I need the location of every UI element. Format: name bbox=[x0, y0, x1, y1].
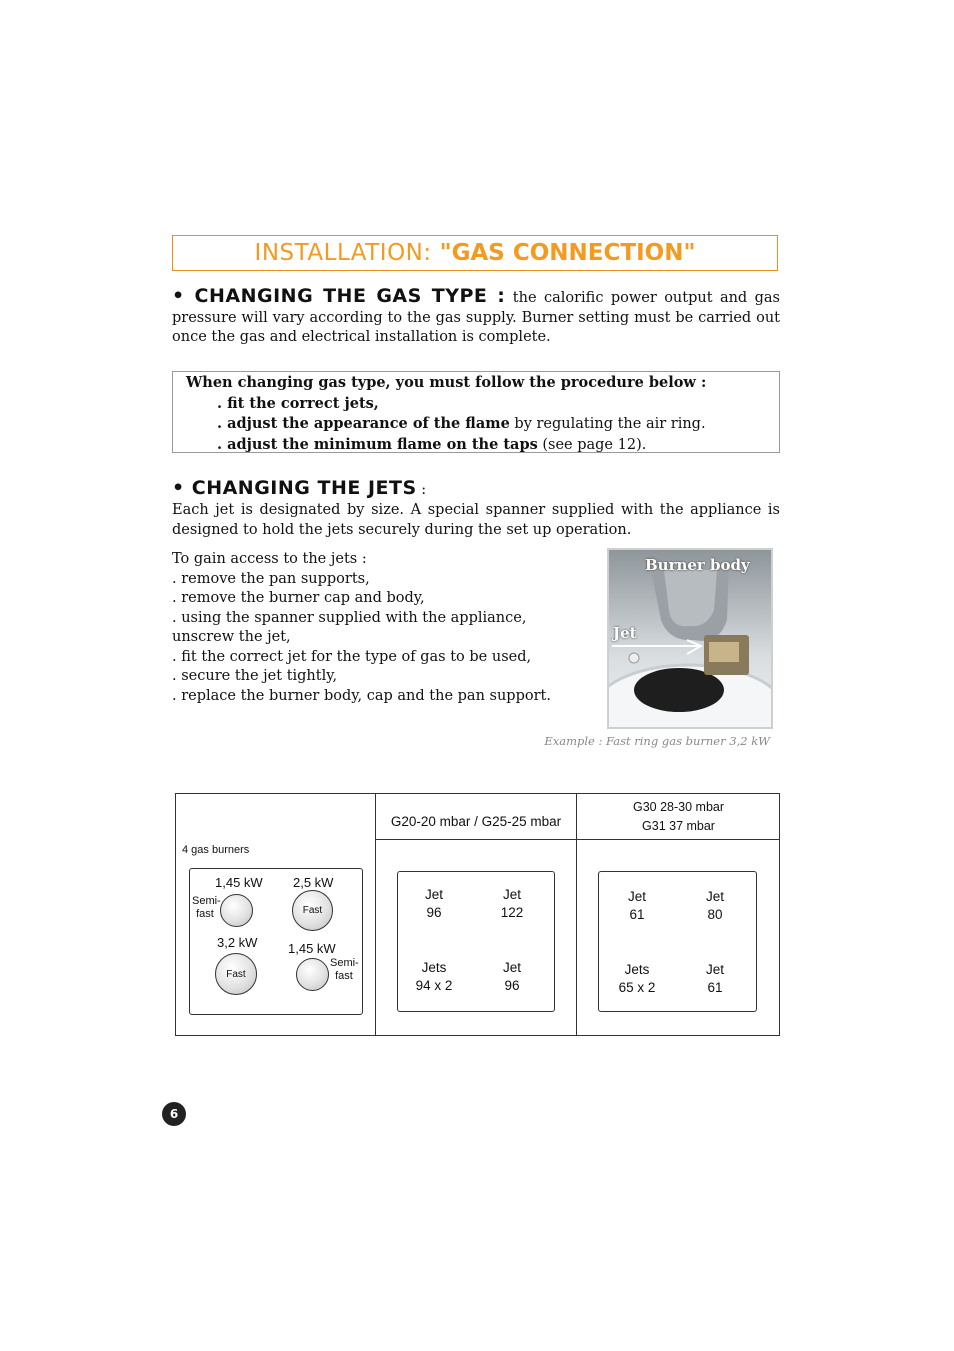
g20-jet-tl-value: 96 bbox=[426, 905, 442, 920]
burner-tr-type: Fast bbox=[302, 905, 323, 916]
g30-jet-tr-label: Jet bbox=[705, 889, 724, 904]
procedure-step-2-bold: . adjust the appearance of the flame bbox=[217, 415, 510, 432]
procedure-intro: When changing gas type, you must follow the procedure below : bbox=[186, 374, 707, 391]
procedure-step-1: . fit the correct jets, bbox=[217, 394, 379, 412]
photo-label-body: Burner body bbox=[645, 556, 750, 574]
gas-type-heading: • CHANGING THE GAS TYPE : bbox=[172, 285, 506, 307]
jets-steps bbox=[172, 550, 564, 706]
burners-label: 4 gas burners bbox=[182, 844, 250, 856]
burner-layout-box bbox=[189, 868, 363, 1015]
title-prefix: INSTALLATION: bbox=[254, 240, 432, 266]
g30-jet-bl bbox=[607, 961, 667, 997]
photo-caption: Example : Fast ring gas burner 3,2 kW bbox=[544, 734, 770, 748]
burner-tl bbox=[220, 894, 253, 927]
burner-tr-power: 2,5 kW bbox=[293, 875, 334, 890]
g30-jet-bl-label: Jets bbox=[624, 962, 650, 977]
g30-jet-tl-value: 61 bbox=[629, 907, 645, 922]
burner-bl-type: Fast bbox=[226, 968, 246, 980]
g20-jet-tl bbox=[404, 886, 464, 922]
g20-jet-bl-value: 94 x 2 bbox=[415, 978, 453, 993]
burner-tr bbox=[292, 890, 333, 931]
burner-br-power: 1,45 kW bbox=[288, 941, 336, 956]
procedure-box bbox=[172, 371, 780, 453]
procedure-step-2-rest: by regulating the air ring. bbox=[509, 416, 706, 432]
g30-jet-br-label: Jet bbox=[705, 962, 724, 977]
jets-heading-wrap bbox=[172, 477, 426, 501]
jets-heading: • CHANGING THE JETS bbox=[172, 477, 417, 499]
col3-header bbox=[577, 798, 780, 836]
jets-step: . secure the jet tightly, bbox=[172, 668, 338, 684]
g30-jet-tl-label: Jet bbox=[627, 889, 646, 904]
g20-jet-bl-label: Jets bbox=[421, 960, 447, 975]
g20-jets-box bbox=[397, 871, 555, 1012]
jets-access: To gain access to the jets : bbox=[172, 551, 367, 567]
gas-type-rest: vary according to the gas supply. Burner setting must be carried out once the gas and electrical installation is complete. bbox=[172, 309, 781, 345]
burner-bl-power: 3,2 kW bbox=[217, 935, 258, 950]
jets-step: . remove the pan supports, bbox=[172, 570, 370, 587]
jets-step: . remove the burner cap and body, bbox=[172, 590, 425, 606]
burner-tl-power: 1,45 kW bbox=[215, 875, 263, 890]
g20-jet-br bbox=[482, 959, 542, 995]
g30-jet-br-value: 61 bbox=[707, 980, 723, 995]
g30-jet-tl bbox=[607, 888, 667, 924]
col3-header-line1: G30 28-30 mbar bbox=[632, 800, 725, 814]
g20-jet-tl-label: Jet bbox=[424, 887, 443, 902]
g30-jet-bl-value: 65 x 2 bbox=[618, 980, 656, 995]
photo-label-jet: Jet bbox=[613, 624, 637, 642]
jets-intro: Each jet is designated by size. A special spanner supplied with the appliance is designed to hold the jets securely during the set up operation. bbox=[172, 502, 780, 538]
g30-jet-br bbox=[685, 961, 745, 997]
g20-jet-tr-label: Jet bbox=[502, 887, 521, 902]
col3-header-line2: G31 37 mbar bbox=[642, 819, 715, 833]
burner-photo bbox=[607, 548, 773, 729]
page-title-box bbox=[172, 235, 778, 271]
jets-table bbox=[175, 793, 780, 1036]
g20-jet-tr bbox=[482, 886, 542, 922]
page-number: 6 bbox=[162, 1102, 186, 1126]
burner-tl-type: Semi-fast bbox=[192, 895, 221, 920]
jets-step: . using the spanner supplied with the appliance, unscrew the jet, bbox=[172, 609, 527, 645]
gas-type-inline: the calorific power output and gas pressure will bbox=[172, 290, 780, 326]
procedure-step-3-bold: . adjust the minimum flame on the taps bbox=[217, 435, 538, 453]
burner-br-type: Semi-fast bbox=[330, 957, 359, 982]
g30-jet-tr bbox=[685, 888, 745, 924]
g20-jet-br-label: Jet bbox=[502, 960, 521, 975]
col2-header: G20-20 mbar / G25-25 mbar bbox=[390, 814, 562, 829]
g30-jets-box bbox=[598, 871, 757, 1012]
g30-jet-tr-value: 80 bbox=[707, 907, 723, 922]
title-main: "GAS CONNECTION" bbox=[439, 240, 696, 266]
g20-jet-tr-value: 122 bbox=[500, 905, 524, 920]
burner-br bbox=[296, 958, 329, 991]
g20-jet-br-value: 96 bbox=[504, 978, 520, 993]
jets-step: . replace the burner body, cap and the pan support. bbox=[172, 687, 551, 704]
g20-jet-bl bbox=[404, 959, 464, 995]
burner-bl bbox=[215, 953, 257, 995]
jets-heading-colon: : bbox=[416, 482, 427, 498]
jets-step: . fit the correct jet for the type of gas to be used, bbox=[172, 648, 532, 665]
procedure-step-3-rest: (see page 12). bbox=[537, 436, 647, 453]
gas-type-section bbox=[172, 287, 780, 348]
